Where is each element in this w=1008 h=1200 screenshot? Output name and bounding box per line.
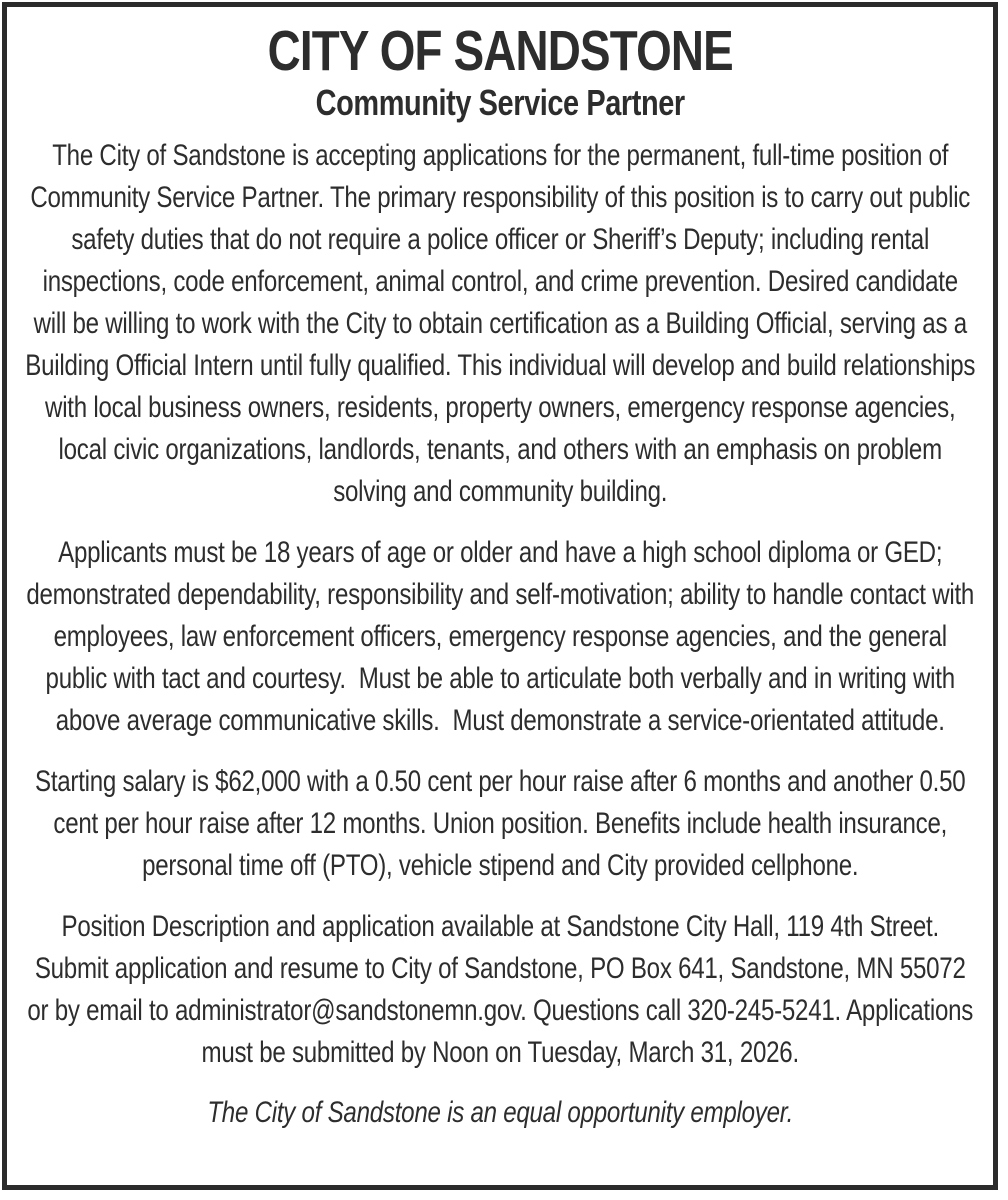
ad-equal-opportunity-statement: The City of Sandstone is an equal opportunity employer. — [207, 1096, 794, 1129]
ad-content — [12, 21, 988, 1134]
ad-paragraph-applicant-requirements: Applicants must be 18 years of age or older and have a high school diploma or GED; demonstrated dependability, responsibility and self-motivation; ability to handle contact with employees, law enforcement officers, emergency response agencies, and the general public with tact and courtesy. Must be able to articulate both verbally and in writing with above average communicative skills. Must demonstrate a service-orientated attitude. — [26, 536, 981, 737]
ad-paragraph-position-description: The City of Sandstone is accepting applications for the permanent, full-time position of Community Service Partner. The primary responsibility of this position is to carry out public safety duties that do not require a police officer or Sheriff’s Deputy; including rental inspections, code enforcement, animal control, and crime prevention. Desired candidate will be willing to work with the City to obtain certification as a Building Official, serving as a Building Official Intern until fully qualified. This individual will develop and build relationships with local business owners, residents, property owners, emergency response agencies, local civic organizations, landlords, tenants, and others with an emphasis on problem solving and community building. — [25, 139, 982, 508]
job-ad-container — [2, 2, 998, 1190]
ad-paragraph-salary-benefits: Starting salary is $62,000 with a 0.50 cent per hour raise after 6 months and another 0.50 cent per hour raise after 12 months. Union position. Benefits include health insurance, personal time off (PTO), vehicle stipend and City provided cellphone. — [34, 765, 972, 882]
ad-paragraph-application-instructions: Position Description and application available at Sandstone City Hall, 119 4th Street. Submit application and resume to City of Sandstone, PO Box 641, Sandstone, MN 55072 or by email to administrator@sandstonemn.gov. Questions call 320-245-5241. Applications must be submitted by Noon on Tuesday, March 31, 2026. — [27, 910, 980, 1069]
ad-title: CITY OF SANDSTONE — [267, 19, 733, 83]
ad-subtitle: Community Service Partner — [315, 82, 685, 123]
